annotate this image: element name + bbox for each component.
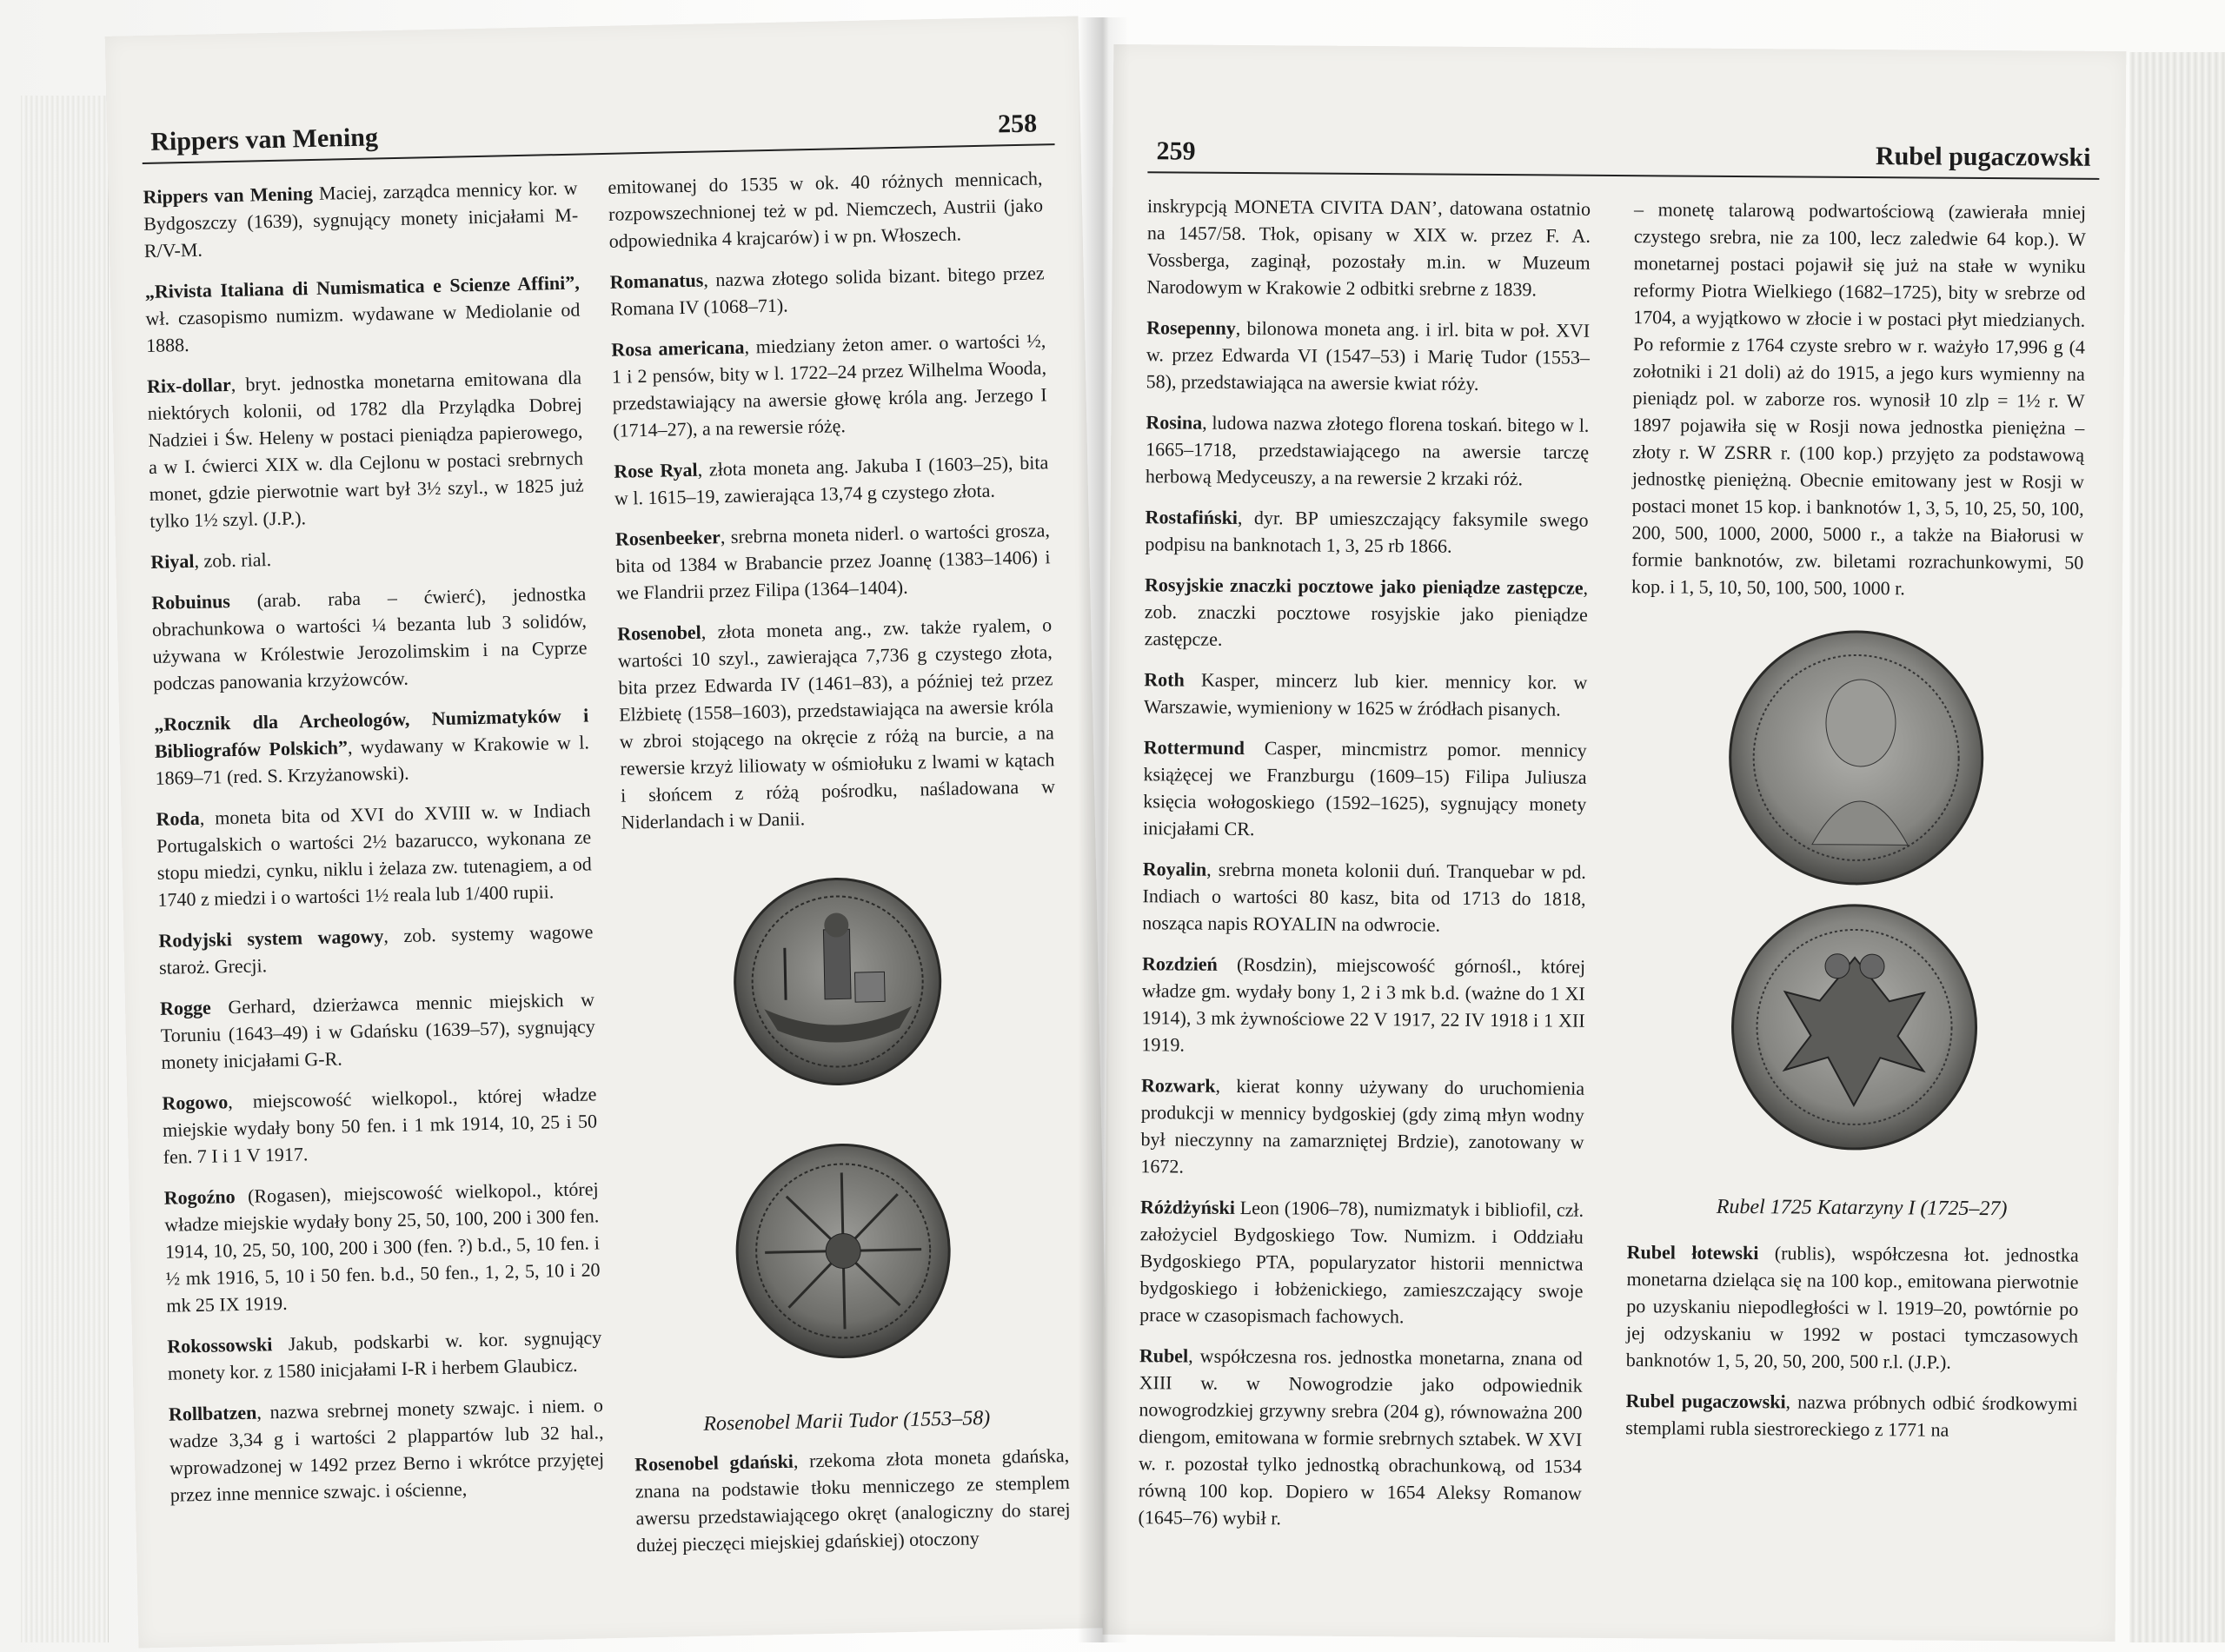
entry-term: Rozdzień	[1141, 952, 1218, 975]
entry-text: , zob. rial.	[194, 548, 272, 572]
entry-text: (rublis), współczesna łot. jednostka monetarna dzieląca się na 100 kop., emitowana pierwotnie po uzyskaniu niepodległości w l. 1919–20, powtórnie po jej odzyskaniu w 1992 w postaci tymczasowych banknotów 1, 5, 20, 50, 200, 500 r.l. (J.P.).	[1625, 1242, 2079, 1373]
dictionary-entry	[167, 1324, 602, 1386]
running-head: Rubel pugaczowski	[1875, 142, 2091, 172]
dictionary-entry	[160, 985, 596, 1075]
entry-term: Rogowo	[162, 1091, 229, 1114]
entry-text: , zob. znaczki pocztowe rosyjskie jako pieniądze zastępcze.	[1144, 576, 1589, 650]
entry-term: Rosenobel	[616, 620, 702, 645]
book-page-edges-right	[2129, 52, 2225, 1642]
dictionary-entry	[1138, 1342, 1583, 1534]
page-number: 259	[1156, 136, 1196, 166]
entry-text: , nazwa srebrnej monety szwajc. i niem. o wadze 3,34 g i wartości 2 plappartów lub 32 hal., wprowadzonej w 1492 przez Berno i wkrótce przyjętej przez inne mennice szwajc. i ościenne,	[169, 1394, 605, 1506]
entry-term: Rozwark	[1140, 1074, 1216, 1097]
entry-term: Rubel łotewski	[1626, 1241, 1759, 1264]
dictionary-entry	[608, 164, 1044, 254]
dictionary-entry	[1143, 733, 1587, 845]
rosenobel-caption: Rosenobel Marii Tudor (1553–58)	[703, 1406, 991, 1436]
entry-term: Rogoźno	[163, 1185, 236, 1209]
entry-text: , dyr. BP umieszczający faksymile swego podpisu na banknotach 1, 3, 25 rb 1866.	[1145, 506, 1589, 557]
dictionary-entry	[1140, 1071, 1584, 1183]
entry-text: Maciej, zarządca mennicy kor. w Bydgoszczy (1639), sygnujący monety inicjałami M-R/V-M.	[143, 176, 579, 262]
entry-text: Leon (1906–78), numizmatyk i bibliofil, czł. założyciel Bydgoskiego Tow. Numizm. i Oddziału Bydgoskiego PTA, popularyzator historii mennictwa bydgoskiego i łobżenickiego, zamieszczający swoje prace w czasopismach fachowych.	[1139, 1196, 1584, 1328]
dictionary-entry	[1146, 192, 1591, 303]
dictionary-entry	[158, 918, 594, 980]
entry-text: (arab. raba – ćwierć), jednostka obrachunkowa o wartości ¼ bezanta lub 3 solidów, używana w Królestwie Jerozolimskim i na Cyprze podczas panowania krzyżowców.	[151, 582, 588, 694]
rubel-obverse	[1730, 631, 1983, 885]
entry-text: , nazwa złotego solida bizant. bitego przez Romana IV (1068–71).	[610, 262, 1045, 320]
dictionary-entry	[1625, 1387, 2077, 1444]
entry-term: Rippers van Mening	[143, 182, 314, 209]
right-page	[1103, 44, 2127, 1642]
dictionary-entry	[1139, 1193, 1584, 1331]
entry-text: , srebrna moneta niderl. o wartości grosza, bita od 1384 w Brabancie przez Joannę (1383–1406) i we Flandrii przez Filipa (1364–1404).	[615, 519, 1051, 604]
entry-term: „Rivista Italiana di Numismatica e Scienze Affini”,	[144, 271, 581, 303]
entry-text: emitowanej do 1535 w ok. 40 różnych mennicach, rozpowszechnionej też w pd. Niemczech, Austrii (jako odpowiednika 4 krajcarów) i w pn. Włoszech.	[608, 167, 1044, 252]
entry-term: Rosepenny	[1146, 316, 1236, 339]
entry-text: , wydawany w Krakowie w l. 1869–71 (red. S. Krzyżanowski).	[155, 731, 590, 789]
entry-term: Rottermund	[1143, 736, 1245, 760]
entry-term: Riyal	[150, 549, 195, 573]
rosenobel-reverse	[735, 1143, 952, 1359]
dictionary-entry	[143, 175, 579, 264]
right-column-2	[1631, 196, 2086, 617]
entry-term: Rodyjski system wagowy	[158, 925, 384, 952]
entry-term: Roda	[156, 806, 200, 830]
dictionary-entry	[617, 611, 1056, 835]
dictionary-entry	[1626, 1238, 2079, 1377]
dictionary-entry	[154, 701, 590, 791]
entry-term: Robuinus	[151, 590, 231, 614]
dictionary-entry	[609, 259, 1045, 322]
entry-text: , bilonowa moneta ang. i irl. bita w poł. XVI w. przez Edwarda VI (1547–53) i Marię Tudor (1553–58), przedstawiająca na awersie kwiat róży.	[1146, 316, 1591, 395]
left-column-2	[608, 164, 1056, 849]
entry-text: , rzekoma złota moneta gdańska, znana na podstawie tłoku menniczego ze stemplem awersu przedstawiającego okręt (analogiczny do starej dużej pieczęci miejskiej gdańskiej) otoczony	[634, 1444, 1071, 1556]
entry-term: Rogge	[159, 996, 212, 1019]
dictionary-entry	[156, 796, 592, 912]
dictionary-entry	[1146, 314, 1591, 398]
entry-text: , zob. systemy wagowe staroż. Grecji.	[158, 920, 594, 979]
entry-text: Casper, mincmistrz pomor. mennicy książęcej we Franzburgu (1609–15) Filipa Juliusza księcia wołogoskiego (1592–1625), sygnujący monety inicjałami CR.	[1143, 737, 1587, 840]
entry-term: Rosenbeeker	[614, 526, 721, 550]
dictionary-entry	[147, 364, 585, 534]
entry-term: Różdżyński	[1139, 1196, 1235, 1218]
dictionary-entry	[145, 269, 581, 359]
entry-term: Royalin	[1142, 858, 1207, 880]
left-column-1	[143, 175, 605, 1523]
entry-term: Rostafiński	[1145, 506, 1239, 528]
rosenobel-coin-images	[679, 874, 1002, 1402]
entry-text: , nazwa próbnych odbić środkowymi stemplami rubla siestroreckiego z 1771 na	[1625, 1390, 2078, 1441]
dictionary-entry	[614, 448, 1049, 511]
entry-text: – monetę talarową podwartościową (zawierała mniej czystego srebra, nie za 100, lecz zaledwie 64 kop.). W monetarnej postaci pojawił się już na stałe w wyniku reformy Piotra Wielkiego (1682–1725), bity w srebrze od 1704, a wyjątkowo w złocie i w postaci płyt miedzianych. Po reformie z 1764 czyste srebro w r. ważyło 17,996 g (4 zołotniki i 21 doli) aż do 1915, a jego kurs wymienny na pieniądz pol. w zaborze ros. wynosił 10 zlp = 1½ r. W 1897 pojawiła się w Rosji nowa jednostka pieniężna – złoty r. W ZSRR r. (100 kop.) przyjęto za podstawową jednostkę pieniężną. Obecnie emitowany jest w Rosji w postaci monet 15 kop. i banknotów 1, 3, 5, 10, 25, 50, 100, 200, 500, 1000, 2000, 5000 r., a także na Białorusi w formie banknotów, zw. biletami rozrachunkowymi, 50 kop. i 1, 5, 10, 50, 100, 500, 1000 r.	[1631, 198, 2087, 600]
entry-term: Rix-dollar	[146, 373, 231, 398]
entry-text: , złota moneta ang. Jakuba I (1603–25), bita w l. 1615–19, zawierająca 13,74 g czystego złota.	[614, 451, 1049, 509]
dictionary-entry	[162, 1080, 598, 1170]
rubel-coin-images	[1670, 626, 2039, 1167]
right-column-2-continued	[1625, 1238, 2079, 1458]
dictionary-entry	[634, 1442, 1071, 1558]
entry-term: Rose Ryal	[614, 458, 698, 482]
entry-term: Rosa americana	[611, 335, 745, 361]
left-column-2-continued	[634, 1442, 1072, 1572]
right-column-1	[1138, 192, 1591, 1548]
entry-text: , kierat konny używany do uruchomienia produkcji w mennicy bydgoskiej (gdy zimą młyn wodny był nieczynny na zamarzniętej Brdzie), zanotowany w 1672.	[1140, 1074, 1585, 1178]
dictionary-entry	[1146, 408, 1590, 493]
rosenobel-obverse	[733, 877, 942, 1086]
dictionary-entry	[1144, 666, 1587, 723]
dictionary-entry	[163, 1175, 601, 1318]
rubel-caption: Rubel 1725 Katarzyny I (1725–27)	[1716, 1195, 2008, 1221]
entry-text: , miejscowość wielkopol., której władze miejskie wydały bony 50 fen. i 1 mk 1914, 10, 25 i 50 fen. 7 I i 1 V 1917.	[162, 1083, 598, 1168]
entry-text: , bryt. jednostka monetarna emitowana dla niektórych kolonii, od 1782 dla Przylądka Dobrej Nadziei i Św. Heleny w postaci pieniądza papierowego, a w I. ćwierci XIX w. dla Cejlonu w postaci srebrnych monet, gdzie pierwotnie wart był 3½ szyl., w 1825 już tylko 1½ szyl. (J.P.).	[147, 366, 584, 532]
book-page-edges-left	[21, 96, 109, 1642]
entry-text: wł. czasopismo numizm. wydawane w Mediolanie od 1888.	[145, 298, 581, 357]
rubel-reverse	[1732, 905, 1977, 1150]
dictionary-entry	[1145, 571, 1589, 655]
page-number: 258	[997, 109, 1038, 139]
entry-text: inskrypcją MONETA CIVITA DAN’, datowana ostatnio na 1457/58. Tłok, opisany w XIX w. przez F. A. Vossberga, zaginął, pozostały m.in. w Muzeum Narodowym w Krakowie 2 odbitki srebrne z 1839.	[1146, 195, 1591, 301]
entry-text: Jakub, podskarbi w. kor. sygnujący monety kor. z 1580 inicjałami I-R i herbem Glaubicz.	[167, 1326, 602, 1384]
entry-text: , ludowa nazwa złotego florena toskań. bitego w l. 1665–1718, przedstawiającego na awersie tarczę herbową Medyceuszy, a na rewersie 2 krzaki róż.	[1145, 411, 1590, 490]
dictionary-entry	[1142, 855, 1586, 939]
entry-text: Gerhard, dzierżawca mennic miejskich w Toruniu (1643–49) i w Gdańsku (1639–57), sygnujący monety inicjałami G-R.	[160, 988, 595, 1073]
entry-term: Rubel	[1139, 1344, 1189, 1367]
entry-term: „Rocznik dla Archeologów, Numizmatyków i Bibliografów Polskich”	[154, 704, 589, 762]
right-page-header	[1147, 131, 2099, 180]
entry-text: Kasper, mincerz lub kier. mennicy kor. w Warszawie, wymieniony w 1625 w źródłach pisanych.	[1143, 668, 1588, 720]
entry-term: Rokossowski	[167, 1333, 273, 1357]
book-gutter	[1078, 17, 1130, 1642]
entry-text: (Rosdzin), miejscowość górnośl., której władze gm. wydały bony 1, 2 i 3 mk b.d. (ważne do 1 XI 1914), 3 mk żywnościowe 22 V 1917, 22 IV 1918 i 1 XII 1919.	[1141, 952, 1586, 1056]
dictionary-entry	[150, 539, 586, 574]
dictionary-entry	[1141, 950, 1585, 1061]
entry-term: Romanatus	[609, 269, 704, 293]
dictionary-entry	[1631, 196, 2086, 603]
entry-text: , miedziany żeton amer. o wartości ½, 1 i 2 pensów, bity w l. 1722–24 przez Wilhelma Wooda, przedstawiający na awersie głowę króla ang. Jerzego I (1714–27), a na rewersie różę.	[611, 329, 1047, 441]
entry-term: Rubel pugaczowski	[1625, 1390, 1786, 1413]
entry-text: , srebrna moneta kolonii duń. Tranquebar w pd. Indiach o wartości 80 kasz, bita od 1713 do 1818, nosząca napis ROYALIN na odwrocie.	[1142, 858, 1586, 936]
entry-text: , moneta bita od XVI do XVIII w. w Indiach Portugalskich o wartości 2½ bazarucco, wykonana ze stopu miedzi, cynku, niklu i żelaza zw. tutenagiem, a od 1740 z miedzi i o wartości 1½ reala lub 1/400 rupii.	[156, 799, 593, 911]
entry-text: (Rogasen), miejscowość wielkopol., której władze miejskie wydały bony 25, 50, 100, 200 i 300 fen. 1914, 10, 25, 50, 100, 200 i 300 (fen. ?) b.d., 5, 10 fen. i ½ mk 1916, 5, 10 i 50 fen. b.d., 50 fen., 1, 2, 5, 10 i 20 mk 25 IX 1919.	[164, 1178, 601, 1317]
entry-term: Rosina	[1146, 411, 1203, 434]
entry-text: , współczesna ros. jednostka monetarna, znana od XIII w. w Nowogrodzie jako odpowiednik nowogrodzkiej grzywny srebra (204 g), równoważna 200 diengom, emitowana w formie srebrnych sztabek. W XVI w. r. pozostał tylko jednostką obrachunkową, od 1534 równą 100 kop. Dopiero w 1654 Aleksy Romanow (1645–76) wybił r.	[1138, 1344, 1583, 1529]
entry-term: Rosyjskie znaczki pocztowe jako pieniądze zastępcze	[1144, 574, 1584, 599]
running-head: Rippers van Mening	[149, 123, 379, 156]
entry-term: Rosenobel gdański	[634, 1450, 794, 1476]
left-page-header	[142, 103, 1055, 164]
dictionary-entry	[615, 516, 1052, 606]
dictionary-entry	[1145, 503, 1588, 561]
dictionary-entry	[611, 327, 1047, 443]
entry-term: Roth	[1144, 668, 1185, 691]
rubel-coin-figure	[1670, 626, 2039, 1167]
dictionary-entry	[151, 580, 588, 696]
left-page	[105, 16, 1112, 1648]
entry-text: , złota moneta ang., zw. także ryalem, o wartości 10 szyl., zawierająca 7,736 g czystego złota, bita przez Edwarda IV (1461–83), a później też przez Elżbietę (1558–1603), przedstawiająca na awersie króla w zbroi stojącego na okręcie z różą na burcie, a na rewersie krzyż liliowaty w ośmiołuku z lwami w kątach i słońcem z różą pośrodku, naśladowana w Niderlandach i w Danii.	[617, 614, 1056, 833]
dictionary-entry	[169, 1391, 605, 1508]
entry-term: Rollbatzen	[168, 1401, 257, 1425]
rosenobel-coin-figure	[679, 874, 1002, 1402]
